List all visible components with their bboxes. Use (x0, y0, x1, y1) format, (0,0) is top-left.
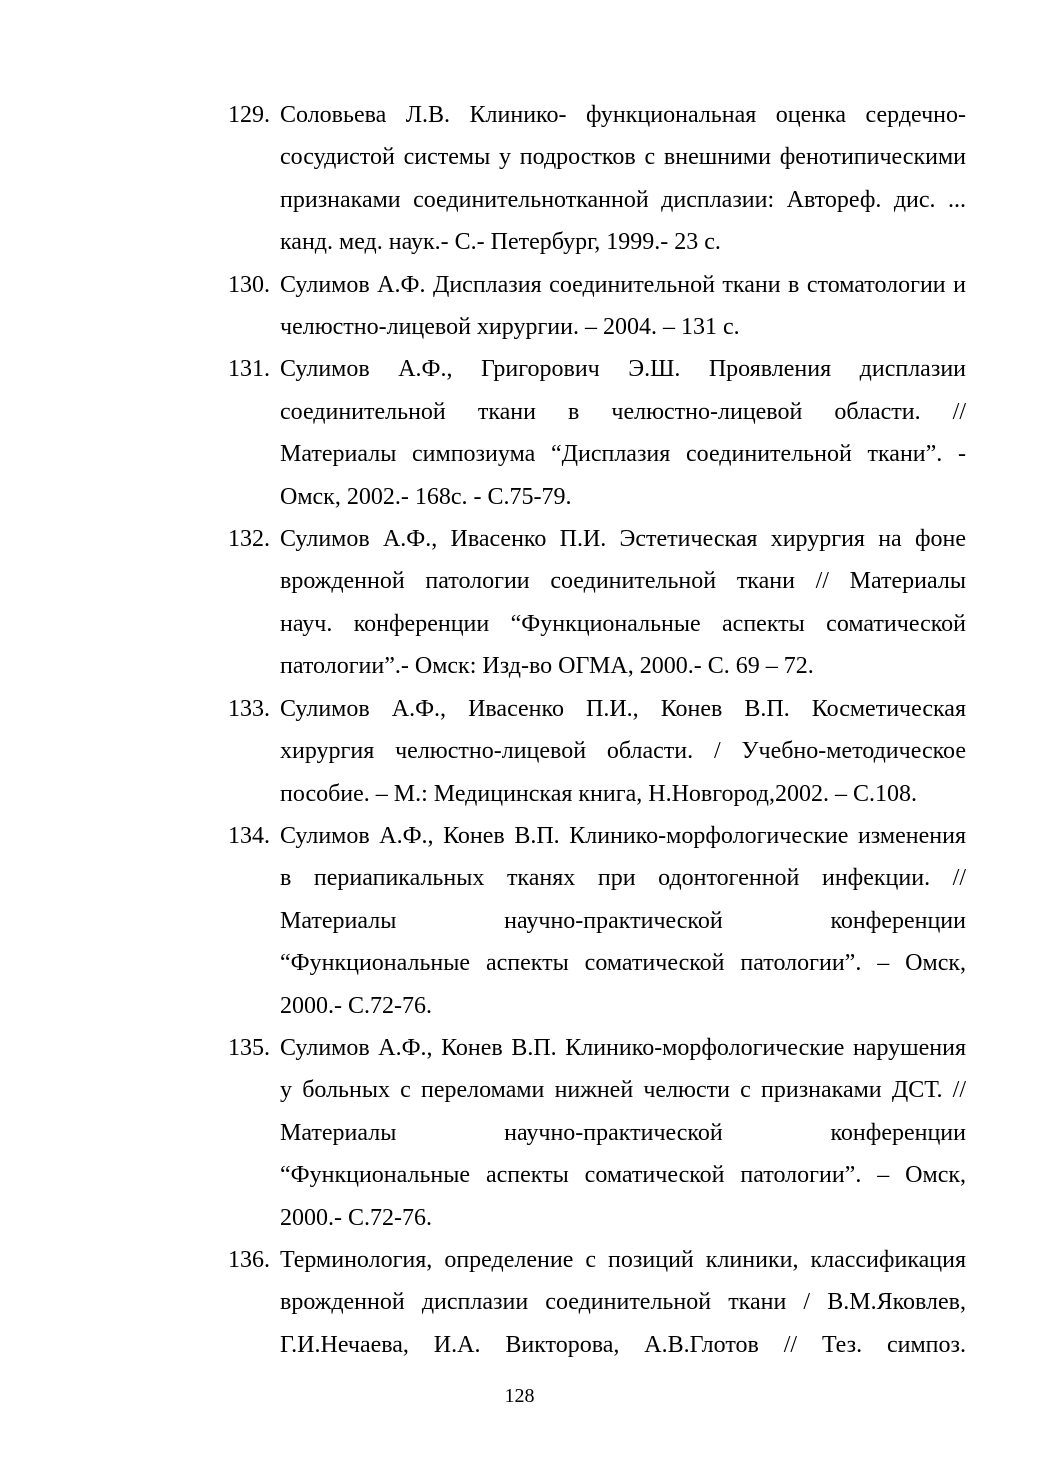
reference-item-130 (228, 264, 966, 349)
reference-list (228, 94, 966, 1366)
reference-number: 131. (228, 356, 270, 383)
reference-line: врожденной патологии соединительной ткани // Материалы (280, 568, 966, 595)
reference-line: в периапикальных тканях при одонтогенной инфекции. // (280, 865, 966, 892)
reference-number: 130. (228, 271, 270, 298)
reference-line: науч. конференции “Функциональные аспекты соматической (280, 610, 966, 637)
reference-line: канд. мед. наук.- С.- Петербург, 1999.- 23 с. (280, 229, 721, 256)
reference-line: у больных с переломами нижней челюсти с признаками ДСТ. // (280, 1077, 966, 1104)
reference-number: 135. (228, 1034, 270, 1061)
reference-line: Материалы научно-практической конференции (280, 1119, 966, 1146)
reference-number: 133. (228, 695, 270, 722)
reference-line: челюстно-лицевой хирургии. – 2004. – 131 с. (280, 314, 740, 341)
reference-item-132 (228, 518, 966, 688)
reference-line: Терминология, определение с позиций клиники, классификация (280, 1246, 966, 1273)
reference-line: Омск, 2002.- 168с. - С.75-79. (280, 483, 572, 510)
reference-line: Соловьева Л.В. Клинико- функциональная оценка сердечно- (280, 102, 966, 128)
reference-line: Сулимов А.Ф., Конев В.П. Клинико-морфологические нарушения (280, 1034, 966, 1061)
page-number: 128 (504, 1385, 535, 1407)
reference-line: 2000.- С.72-76. (280, 1204, 432, 1231)
reference-line: соединительной ткани в челюстно-лицевой области. // (280, 398, 966, 425)
reference-line: патологии”.- Омск: Изд-во ОГМА, 2000.- С. 69 – 72. (280, 653, 814, 680)
reference-line: “Функциональные аспекты соматической патологии”. – Омск, (280, 950, 966, 977)
reference-line: пособие. – М.: Медицинская книга, Н.Новгород,2002. – С.108. (280, 780, 918, 807)
reference-line: сосудистой системы у подростков с внешними фенотипическими (280, 144, 966, 171)
reference-line: Г.И.Нечаева, И.А. Викторова, А.В.Глотов // Тез. симпоз. (280, 1331, 966, 1358)
reference-line: Материалы научно-практической конференции (280, 907, 966, 934)
reference-line: 2000.- С.72-76. (280, 992, 432, 1019)
reference-line: врожденной дисплазии соединительной ткани / В.М.Яковлев, (280, 1289, 966, 1316)
reference-number: 136. (228, 1246, 270, 1273)
reference-number: 132. (228, 526, 270, 553)
reference-item-135 (228, 1027, 966, 1239)
reference-item-136 (228, 1239, 966, 1366)
reference-item-134 (228, 815, 966, 1027)
reference-line: хирургия челюстно-лицевой области. / Учебно-методическое (280, 738, 966, 765)
reference-line: Сулимов А.Ф., Ивасенко П.И., Конев В.П. Косметическая (280, 695, 966, 722)
reference-item-133 (228, 688, 966, 815)
reference-line: Сулимов А.Ф., Конев В.П. Клинико-морфологические изменения (280, 822, 966, 849)
reference-item-129 (228, 94, 966, 264)
reference-line: Сулимов А.Ф., Ивасенко П.И. Эстетическая хирургия на фоне (280, 526, 966, 553)
reference-line: “Функциональные аспекты соматической патологии”. – Омск, (280, 1162, 966, 1189)
reference-line: признаками соединительнотканной дисплазии: Автореф. дис. ... (280, 186, 966, 213)
reference-item-131 (228, 348, 966, 518)
reference-line: Сулимов А.Ф., Григорович Э.Ш. Проявления дисплазии (280, 356, 966, 383)
reference-number: 134. (228, 822, 270, 849)
reference-number: 129. (228, 102, 270, 128)
reference-line: Сулимов А.Ф. Дисплазия соединительной ткани в стоматологии и (280, 271, 966, 298)
reference-line: Материалы симпозиума “Дисплазия соединительной ткани”. - (280, 441, 966, 468)
